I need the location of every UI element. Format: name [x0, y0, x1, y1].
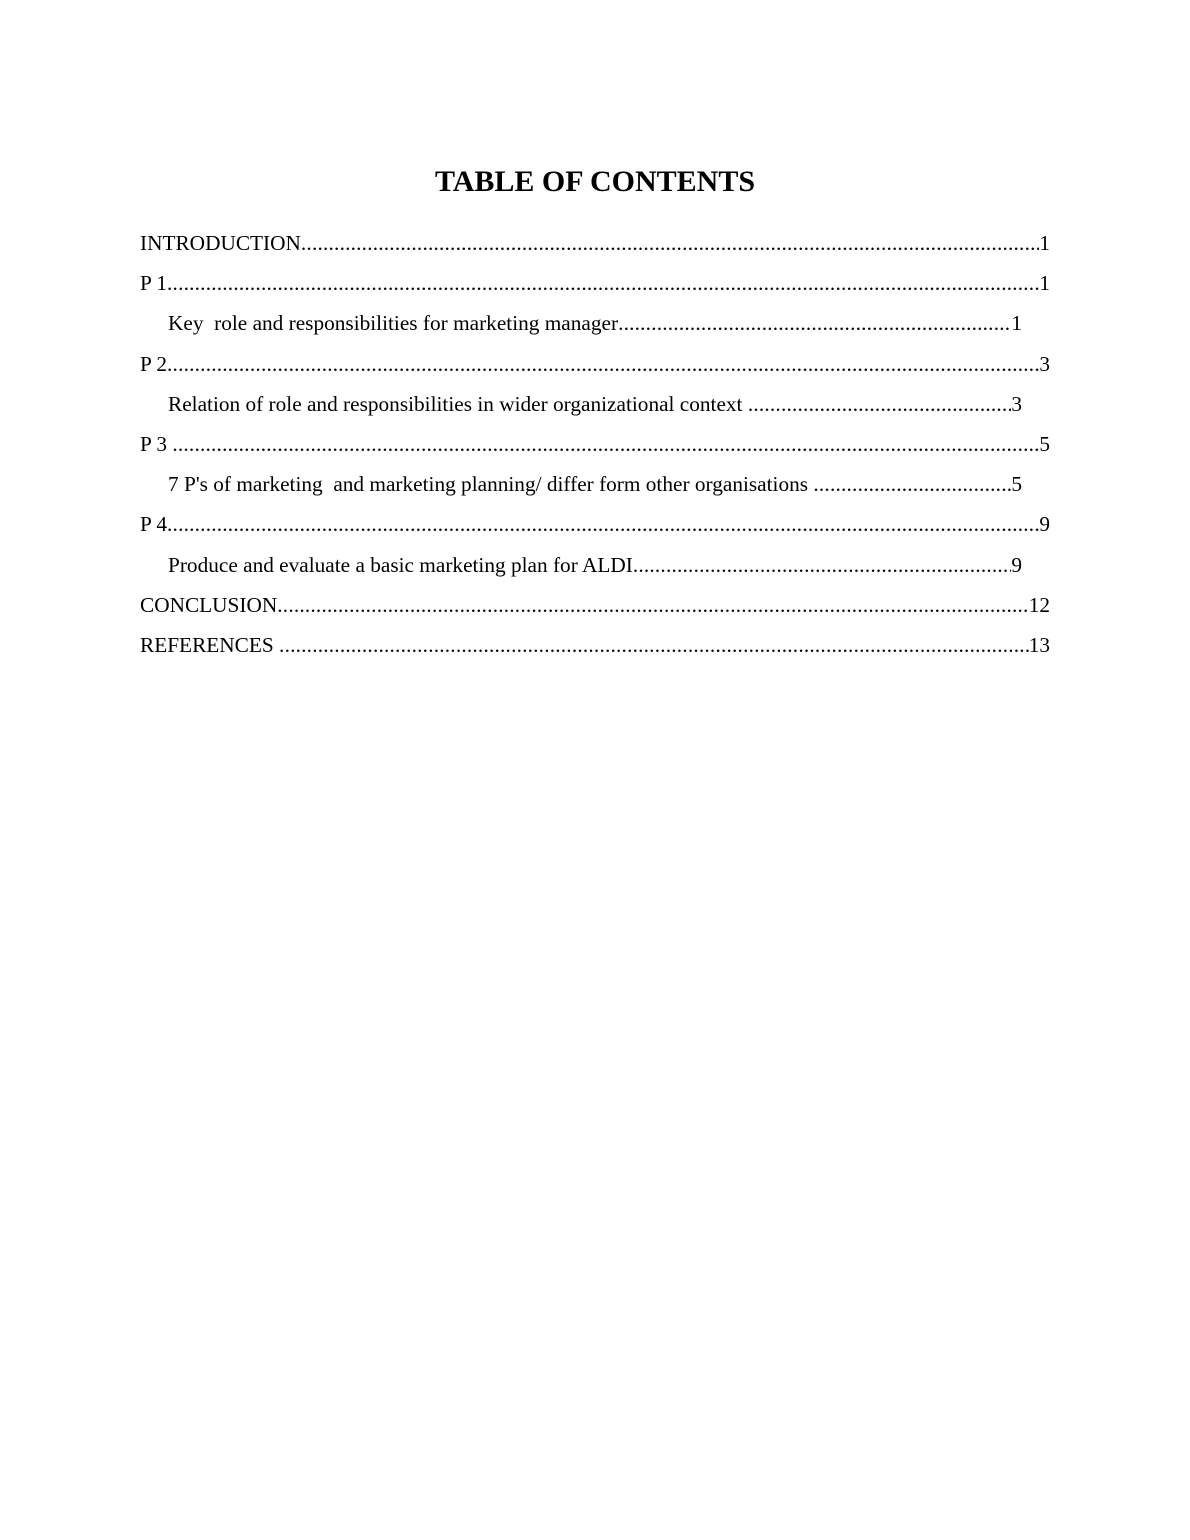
toc-entry-relation-of-role[interactable]	[140, 385, 1022, 425]
toc-entry-p4[interactable]	[140, 505, 1050, 545]
toc-page-number: 1	[1011, 311, 1022, 336]
toc-entry-conclusion[interactable]	[140, 586, 1050, 626]
toc-entry-label: REFERENCES	[140, 632, 280, 657]
toc-entry-label: Produce and evaluate a basic marketing plan for ALDI	[168, 552, 633, 577]
toc-leader-dots	[301, 224, 1039, 262]
toc-leader-dots	[813, 465, 1011, 503]
toc-page-number: 5	[1039, 431, 1050, 456]
toc-leader-dots	[167, 505, 1039, 543]
toc-entry-introduction[interactable]	[140, 224, 1050, 264]
toc-entry-label: P 4	[140, 512, 168, 537]
toc-page-number: 1	[1039, 271, 1050, 296]
toc-page-number: 5	[1011, 472, 1022, 497]
toc-leader-dots	[748, 385, 1012, 423]
toc-page-number: 12	[1028, 592, 1050, 617]
table-of-contents	[140, 224, 1050, 666]
toc-entry-label: CONCLUSION	[140, 592, 278, 617]
toc-entry-p1[interactable]	[140, 264, 1050, 304]
toc-entry-label: P 1	[140, 271, 168, 296]
toc-entry-7ps-of-marketing[interactable]	[140, 465, 1022, 505]
page-title: TABLE OF CONTENTS	[434, 165, 756, 198]
toc-page-number: 13	[1028, 632, 1050, 657]
toc-page-number: 9	[1039, 512, 1050, 537]
toc-entry-marketing-plan-aldi[interactable]	[140, 546, 1022, 586]
toc-leader-dots	[167, 345, 1039, 383]
toc-entry-references[interactable]	[140, 626, 1050, 666]
toc-leader-dots	[167, 264, 1039, 302]
toc-leader-dots	[618, 304, 1011, 342]
toc-entry-label: Relation of role and responsibilities in wider organizational context	[168, 391, 748, 416]
toc-leader-dots	[172, 425, 1039, 463]
toc-page-number: 3	[1039, 351, 1050, 376]
toc-entry-label: Key role and responsibilities for marketing manager	[168, 311, 619, 336]
toc-leader-dots	[279, 626, 1029, 664]
toc-page-number: 3	[1011, 391, 1022, 416]
toc-page-number: 9	[1011, 552, 1022, 577]
toc-entry-label: INTRODUCTION	[140, 231, 301, 255]
toc-page-number: 1	[1039, 231, 1050, 255]
toc-leader-dots	[633, 546, 1012, 584]
toc-leader-dots	[277, 586, 1028, 624]
toc-entry-label: P 2	[140, 351, 168, 376]
toc-entry-p2[interactable]	[140, 345, 1050, 385]
toc-entry-p3[interactable]	[140, 425, 1050, 465]
toc-entry-key-role[interactable]	[140, 304, 1022, 344]
toc-entry-label: P 3	[140, 431, 173, 456]
toc-entry-label: 7 P's of marketing and marketing planning/ differ form other organisations	[168, 472, 814, 497]
